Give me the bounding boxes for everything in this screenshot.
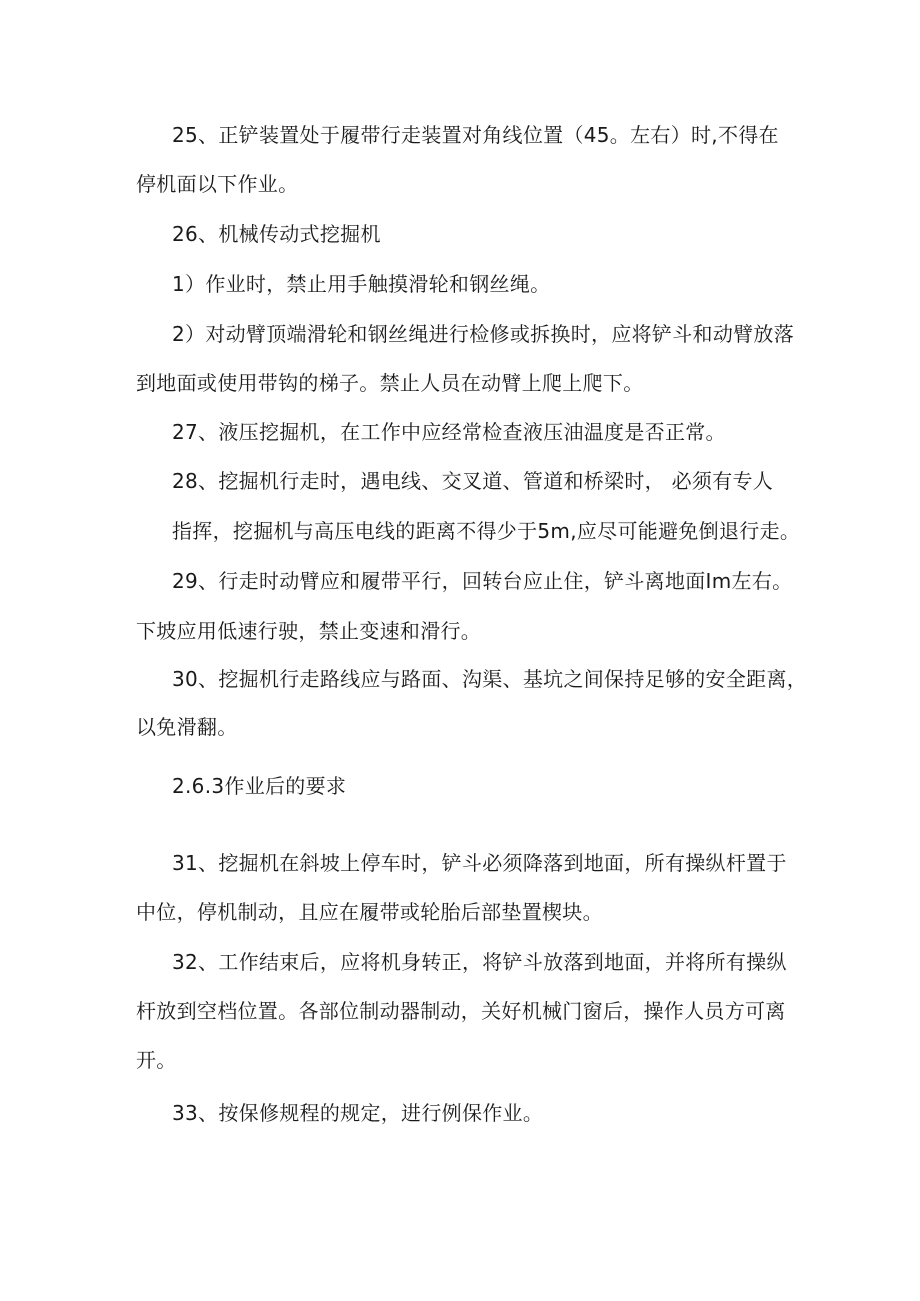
item-27-line-1: 27、液压挖掘机，在工作中应经常检查液压油温度是否正常。 <box>172 420 726 444</box>
item-25-line-1: 25、正铲装置处于履带行走装置对角线位置（45。左右）时,不得在 <box>172 123 779 147</box>
item-30-line-2: 以免滑翻。 <box>136 715 238 739</box>
item-26-1-line-1: 1）作业时，禁止用手触摸滑轮和钢丝绳。 <box>172 272 551 296</box>
section-heading: 2.6.3作业后的要求 <box>172 774 347 798</box>
item-32-line-3: 开。 <box>136 1048 177 1072</box>
item-29-line-1: 29、行走时动臂应和履带平行，回转台应止住，铲斗离地面Im左右。 <box>172 569 793 593</box>
item-26-heading: 26、机械传动式挖掘机 <box>172 222 381 246</box>
item-31-line-1: 31、挖掘机在斜坡上停车时，铲斗必须降落到地面，所有操纵杆置于 <box>172 851 787 875</box>
item-30-line-1: 30、挖掘机行走路线应与路面、沟渠、基坑之间保持足够的安全距离， <box>172 667 808 691</box>
item-31-line-2: 中位，停机制动，且应在履带或轮胎后部垫置楔块。 <box>136 900 603 924</box>
item-32-line-2: 杆放到空档位置。各部位制动器制动，关好机械门窗后，操作人员方可离 <box>136 999 786 1023</box>
item-32-line-1: 32、工作结束后，应将机身转正，将铲斗放落到地面，并将所有操纵 <box>172 950 787 974</box>
item-28-line-2: 指挥，挖掘机与高压电线的距离不得少于5m,应尽可能避免倒退行走。 <box>172 519 801 543</box>
item-29-line-2: 下坡应用低速行驶，禁止变速和滑行。 <box>136 619 482 643</box>
item-33-line-1: 33、按保修规程的规定，进行例保作业。 <box>172 1101 544 1125</box>
item-26-2-line-1: 2）对动臂顶端滑轮和钢丝绳进行检修或拆换时，应将铲斗和动臂放落 <box>172 322 795 346</box>
item-25-line-2: 停机面以下作业。 <box>136 172 299 196</box>
item-28-line-1: 28、挖掘机行走时，遇电线、交叉道、管道和桥梁时， 必须有专人 <box>172 469 774 493</box>
item-26-2-line-2: 到地面或使用带钩的梯子。禁止人员在动臂上爬上爬下。 <box>136 371 644 395</box>
